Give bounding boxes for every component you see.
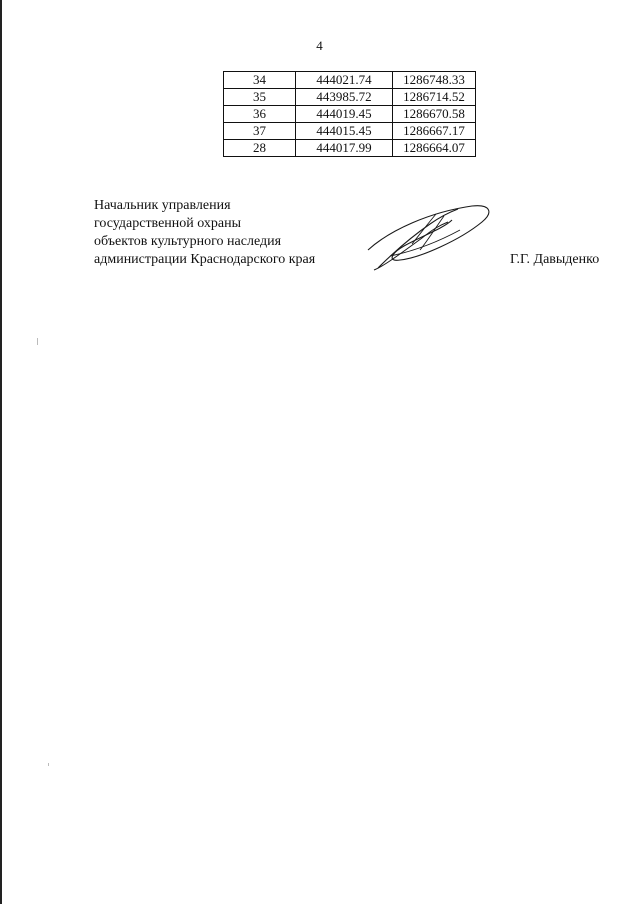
y-coordinate-cell: 1286670.58 — [393, 106, 476, 123]
signatory-title-line: Начальник управления — [94, 198, 231, 213]
y-coordinate-cell: 1286664.07 — [393, 140, 476, 157]
signatory-title-line: администрации Краснодарского края — [94, 252, 316, 267]
point-number-cell: 36 — [224, 106, 296, 123]
page-left-edge — [0, 0, 2, 904]
scan-speck — [37, 338, 38, 345]
scan-speck — [48, 763, 49, 766]
table-row — [224, 89, 476, 106]
y-coordinate-cell: 1286667.17 — [393, 123, 476, 140]
point-number-cell: 37 — [224, 123, 296, 140]
x-coordinate-cell: 443985.72 — [296, 89, 393, 106]
signatory-title-line: объектов культурного наследия — [94, 234, 282, 249]
table-row — [224, 72, 476, 89]
x-coordinate-cell: 444019.45 — [296, 106, 393, 123]
table-row — [224, 106, 476, 123]
table-row — [224, 140, 476, 157]
y-coordinate-cell: 1286748.33 — [393, 72, 476, 89]
signatory-title-line: государственной охраны — [94, 216, 242, 231]
coordinates-table — [223, 71, 476, 157]
point-number-cell: 34 — [224, 72, 296, 89]
signatory-name: Г.Г. Давыденко — [510, 252, 600, 267]
x-coordinate-cell: 444015.45 — [296, 123, 393, 140]
table-row — [224, 123, 476, 140]
point-number-cell: 35 — [224, 89, 296, 106]
signatory-title — [94, 197, 315, 269]
x-coordinate-cell: 444017.99 — [296, 140, 393, 157]
handwritten-signature — [360, 200, 495, 272]
x-coordinate-cell: 444021.74 — [296, 72, 393, 89]
y-coordinate-cell: 1286714.52 — [393, 89, 476, 106]
page-number: 4 — [316, 38, 323, 53]
point-number-cell: 28 — [224, 140, 296, 157]
